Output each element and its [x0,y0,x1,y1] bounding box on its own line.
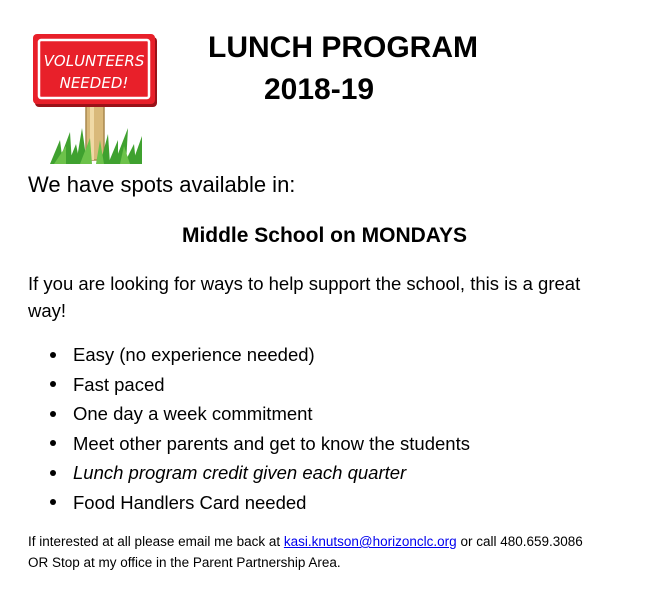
bullet-icon [50,470,56,476]
bullet-icon [50,440,56,446]
email-link[interactable]: kasi.knutson@horizonclc.org [283,534,457,549]
title-line2: 2018-19 [264,73,375,106]
bullet-icon [50,411,56,417]
sign-icon [30,28,162,166]
list-item: Meet other parents and get to know the students [28,429,470,459]
intro-text: We have spots available in: [28,172,296,197]
page-title [190,28,510,110]
footer-line2: OR Stop at my office in the Parent Partnership Area. [28,555,341,570]
bullet-icon [50,381,56,387]
footer-text-after: or call 480.659.3086 [456,534,583,549]
list-item: Lunch program credit given each quarter [28,458,470,488]
volunteers-needed-sign [30,28,162,166]
sign-line1: VOLUNTEERS [43,52,145,70]
bullet-icon [50,352,56,358]
list-item: Easy (no experience needed) [28,340,470,370]
footer-text-before: If interested at all please email me back at [28,534,284,549]
subheading: Middle School on MONDAYS [181,224,468,247]
sign-line2: NEEDED! [59,74,129,92]
description-paragraph: If you are looking for ways to help support the school, this is a great way! [28,273,581,321]
contact-footer [28,531,628,573]
list-item: Food Handlers Card needed [28,488,470,518]
benefits-list [28,340,470,517]
list-item: Fast paced [28,370,470,400]
title-line1: LUNCH PROGRAM [208,31,478,64]
list-item: One day a week commitment [28,399,470,429]
bullet-icon [50,499,56,505]
